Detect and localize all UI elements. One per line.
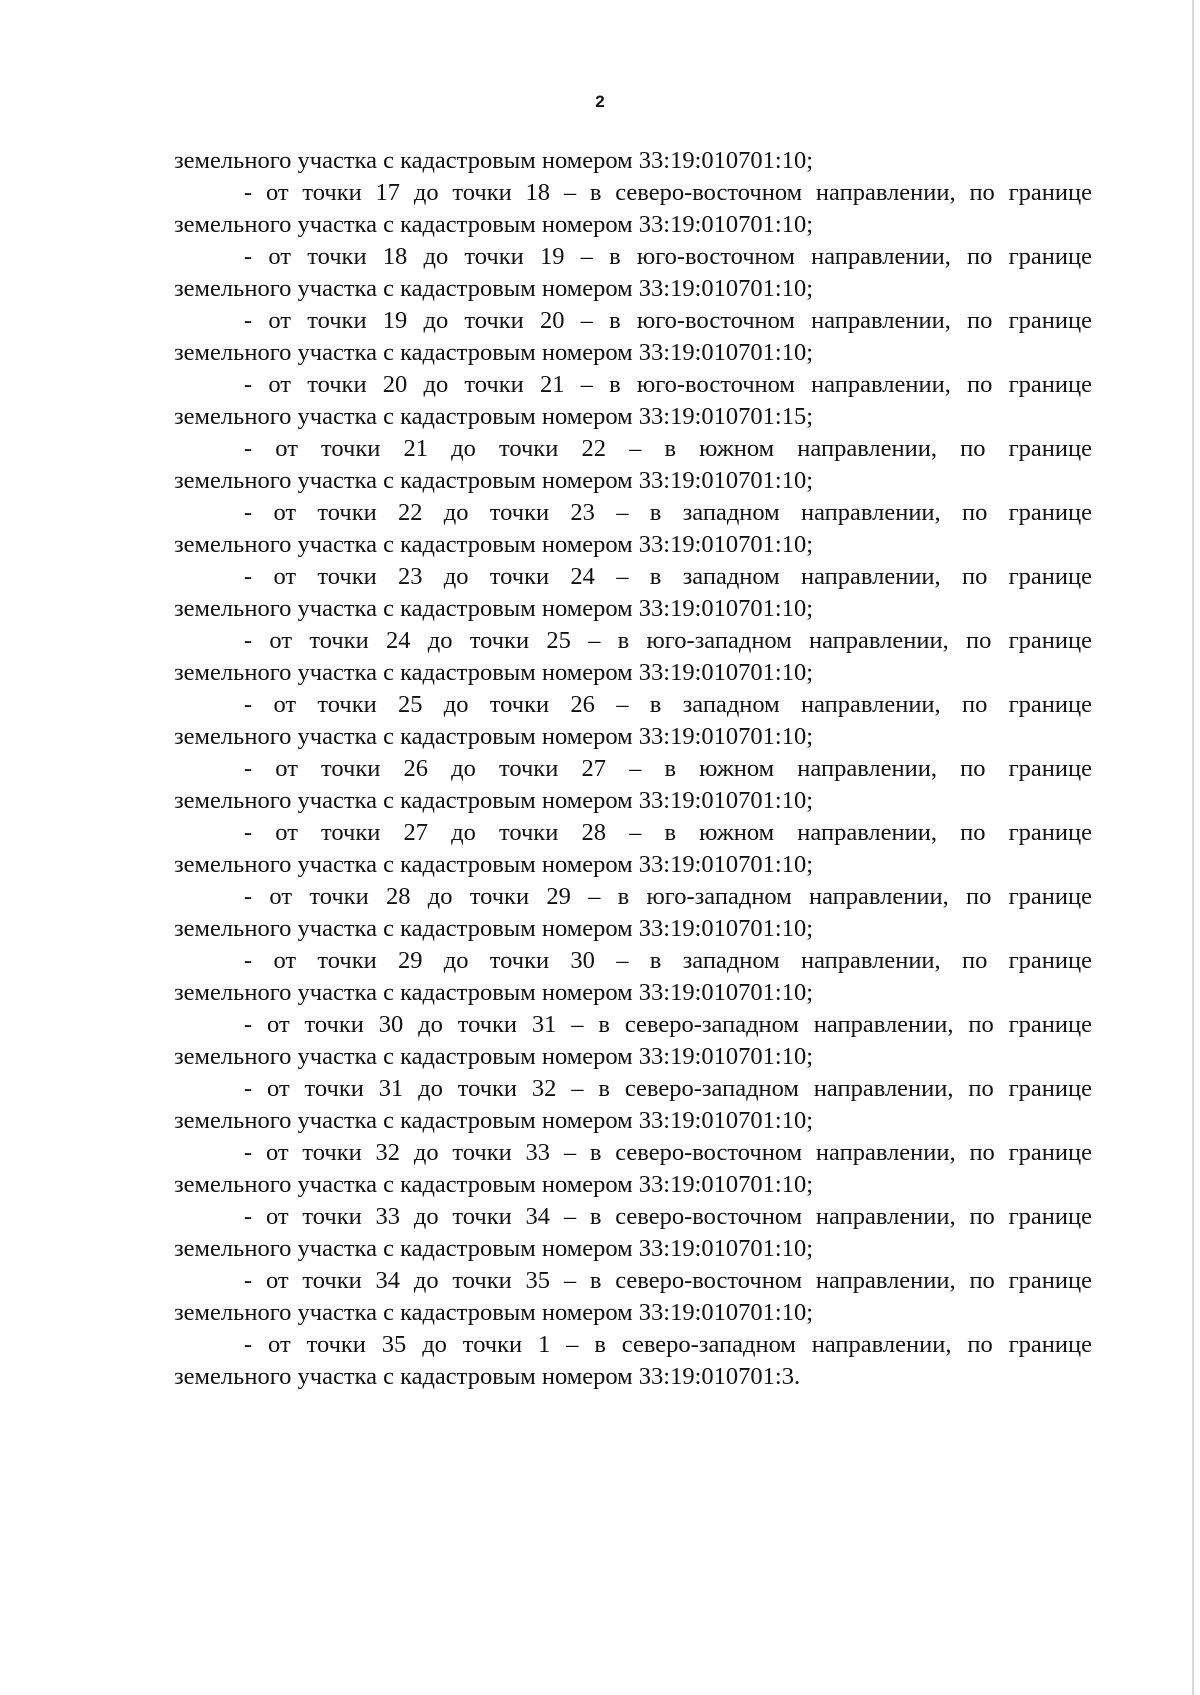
boundary-parcel-line: земельного участка с кадастровым номером 33:19:010701:15; xyxy=(174,403,814,430)
boundary-parcel-line: земельного участка с кадастровым номером 33:19:010701:10; xyxy=(174,467,814,494)
boundary-segment-line: - от точки 27 до точки 28 – в южном направлении, по границе xyxy=(244,819,1092,846)
boundary-segment-line: - от точки 20 до точки 21 – в юго-восточном направлении, по границе xyxy=(244,371,1092,398)
continuation-line: земельного участка с кадастровым номером 33:19:010701:10; xyxy=(174,147,814,174)
boundary-segment-line: - от точки 28 до точки 29 – в юго-западном направлении, по границе xyxy=(244,883,1092,910)
boundary-segment-line: - от точки 34 до точки 35 – в северо-восточном направлении, по границе xyxy=(244,1267,1092,1294)
boundary-segment-line: - от точки 17 до точки 18 – в северо-восточном направлении, по границе xyxy=(244,179,1092,206)
boundary-parcel-line: земельного участка с кадастровым номером 33:19:010701:10; xyxy=(174,595,814,622)
boundary-segment-line: - от точки 22 до точки 23 – в западном направлении, по границе xyxy=(244,499,1092,526)
boundary-parcel-line: земельного участка с кадастровым номером 33:19:010701:10; xyxy=(174,1043,814,1070)
boundary-segment-line: - от точки 33 до точки 34 – в северо-восточном направлении, по границе xyxy=(244,1203,1092,1230)
boundary-segment-line: - от точки 29 до точки 30 – в западном направлении, по границе xyxy=(244,947,1092,974)
boundary-segment-line: - от точки 30 до точки 31 – в северо-западном направлении, по границе xyxy=(244,1011,1092,1038)
boundary-segment-line: - от точки 26 до точки 27 – в южном направлении, по границе xyxy=(244,755,1092,782)
boundary-parcel-line: земельного участка с кадастровым номером 33:19:010701:10; xyxy=(174,1171,814,1198)
boundary-parcel-line: земельного участка с кадастровым номером 33:19:010701:10; xyxy=(174,659,814,686)
boundary-parcel-line: земельного участка с кадастровым номером 33:19:010701:10; xyxy=(174,211,814,238)
boundary-parcel-line: земельного участка с кадастровым номером 33:19:010701:10; xyxy=(174,339,814,366)
boundary-parcel-line: земельного участка с кадастровым номером 33:19:010701:10; xyxy=(174,531,814,558)
boundary-parcel-line: земельного участка с кадастровым номером 33:19:010701:10; xyxy=(174,787,814,814)
boundary-parcel-line: земельного участка с кадастровым номером 33:19:010701:10; xyxy=(174,1107,814,1134)
boundary-segment-line: - от точки 19 до точки 20 – в юго-восточном направлении, по границе xyxy=(244,307,1092,334)
boundary-segment-line: - от точки 35 до точки 1 – в северо-западном направлении, по границе xyxy=(244,1331,1092,1358)
boundary-segment-line: - от точки 32 до точки 33 – в северо-восточном направлении, по границе xyxy=(244,1139,1092,1166)
boundary-segment-line: - от точки 21 до точки 22 – в южном направлении, по границе xyxy=(244,435,1092,462)
boundary-segment-line: - от точки 25 до точки 26 – в западном направлении, по границе xyxy=(244,691,1092,718)
boundary-parcel-line: земельного участка с кадастровым номером 33:19:010701:10; xyxy=(174,723,814,750)
boundary-parcel-line: земельного участка с кадастровым номером 33:19:010701:10; xyxy=(174,275,814,302)
boundary-segment-line: - от точки 18 до точки 19 – в юго-восточном направлении, по границе xyxy=(244,243,1092,270)
page-number: 2 xyxy=(595,92,605,111)
scan-edge xyxy=(1192,0,1194,1695)
boundary-parcel-line: земельного участка с кадастровым номером 33:19:010701:10; xyxy=(174,1235,814,1262)
boundary-parcel-line: земельного участка с кадастровым номером 33:19:010701:10; xyxy=(174,851,814,878)
boundary-parcel-line: земельного участка с кадастровым номером 33:19:010701:10; xyxy=(174,979,814,1006)
boundary-parcel-line: земельного участка с кадастровым номером 33:19:010701:10; xyxy=(174,1299,814,1326)
boundary-segment-line: - от точки 31 до точки 32 – в северо-западном направлении, по границе xyxy=(244,1075,1092,1102)
boundary-segment-line: - от точки 24 до точки 25 – в юго-западном направлении, по границе xyxy=(244,627,1092,654)
boundary-parcel-line: земельного участка с кадастровым номером 33:19:010701:3. xyxy=(174,1363,801,1390)
boundary-parcel-line: земельного участка с кадастровым номером 33:19:010701:10; xyxy=(174,915,814,942)
body-text xyxy=(174,145,1092,1393)
boundary-segment-line: - от точки 23 до точки 24 – в западном направлении, по границе xyxy=(244,563,1092,590)
